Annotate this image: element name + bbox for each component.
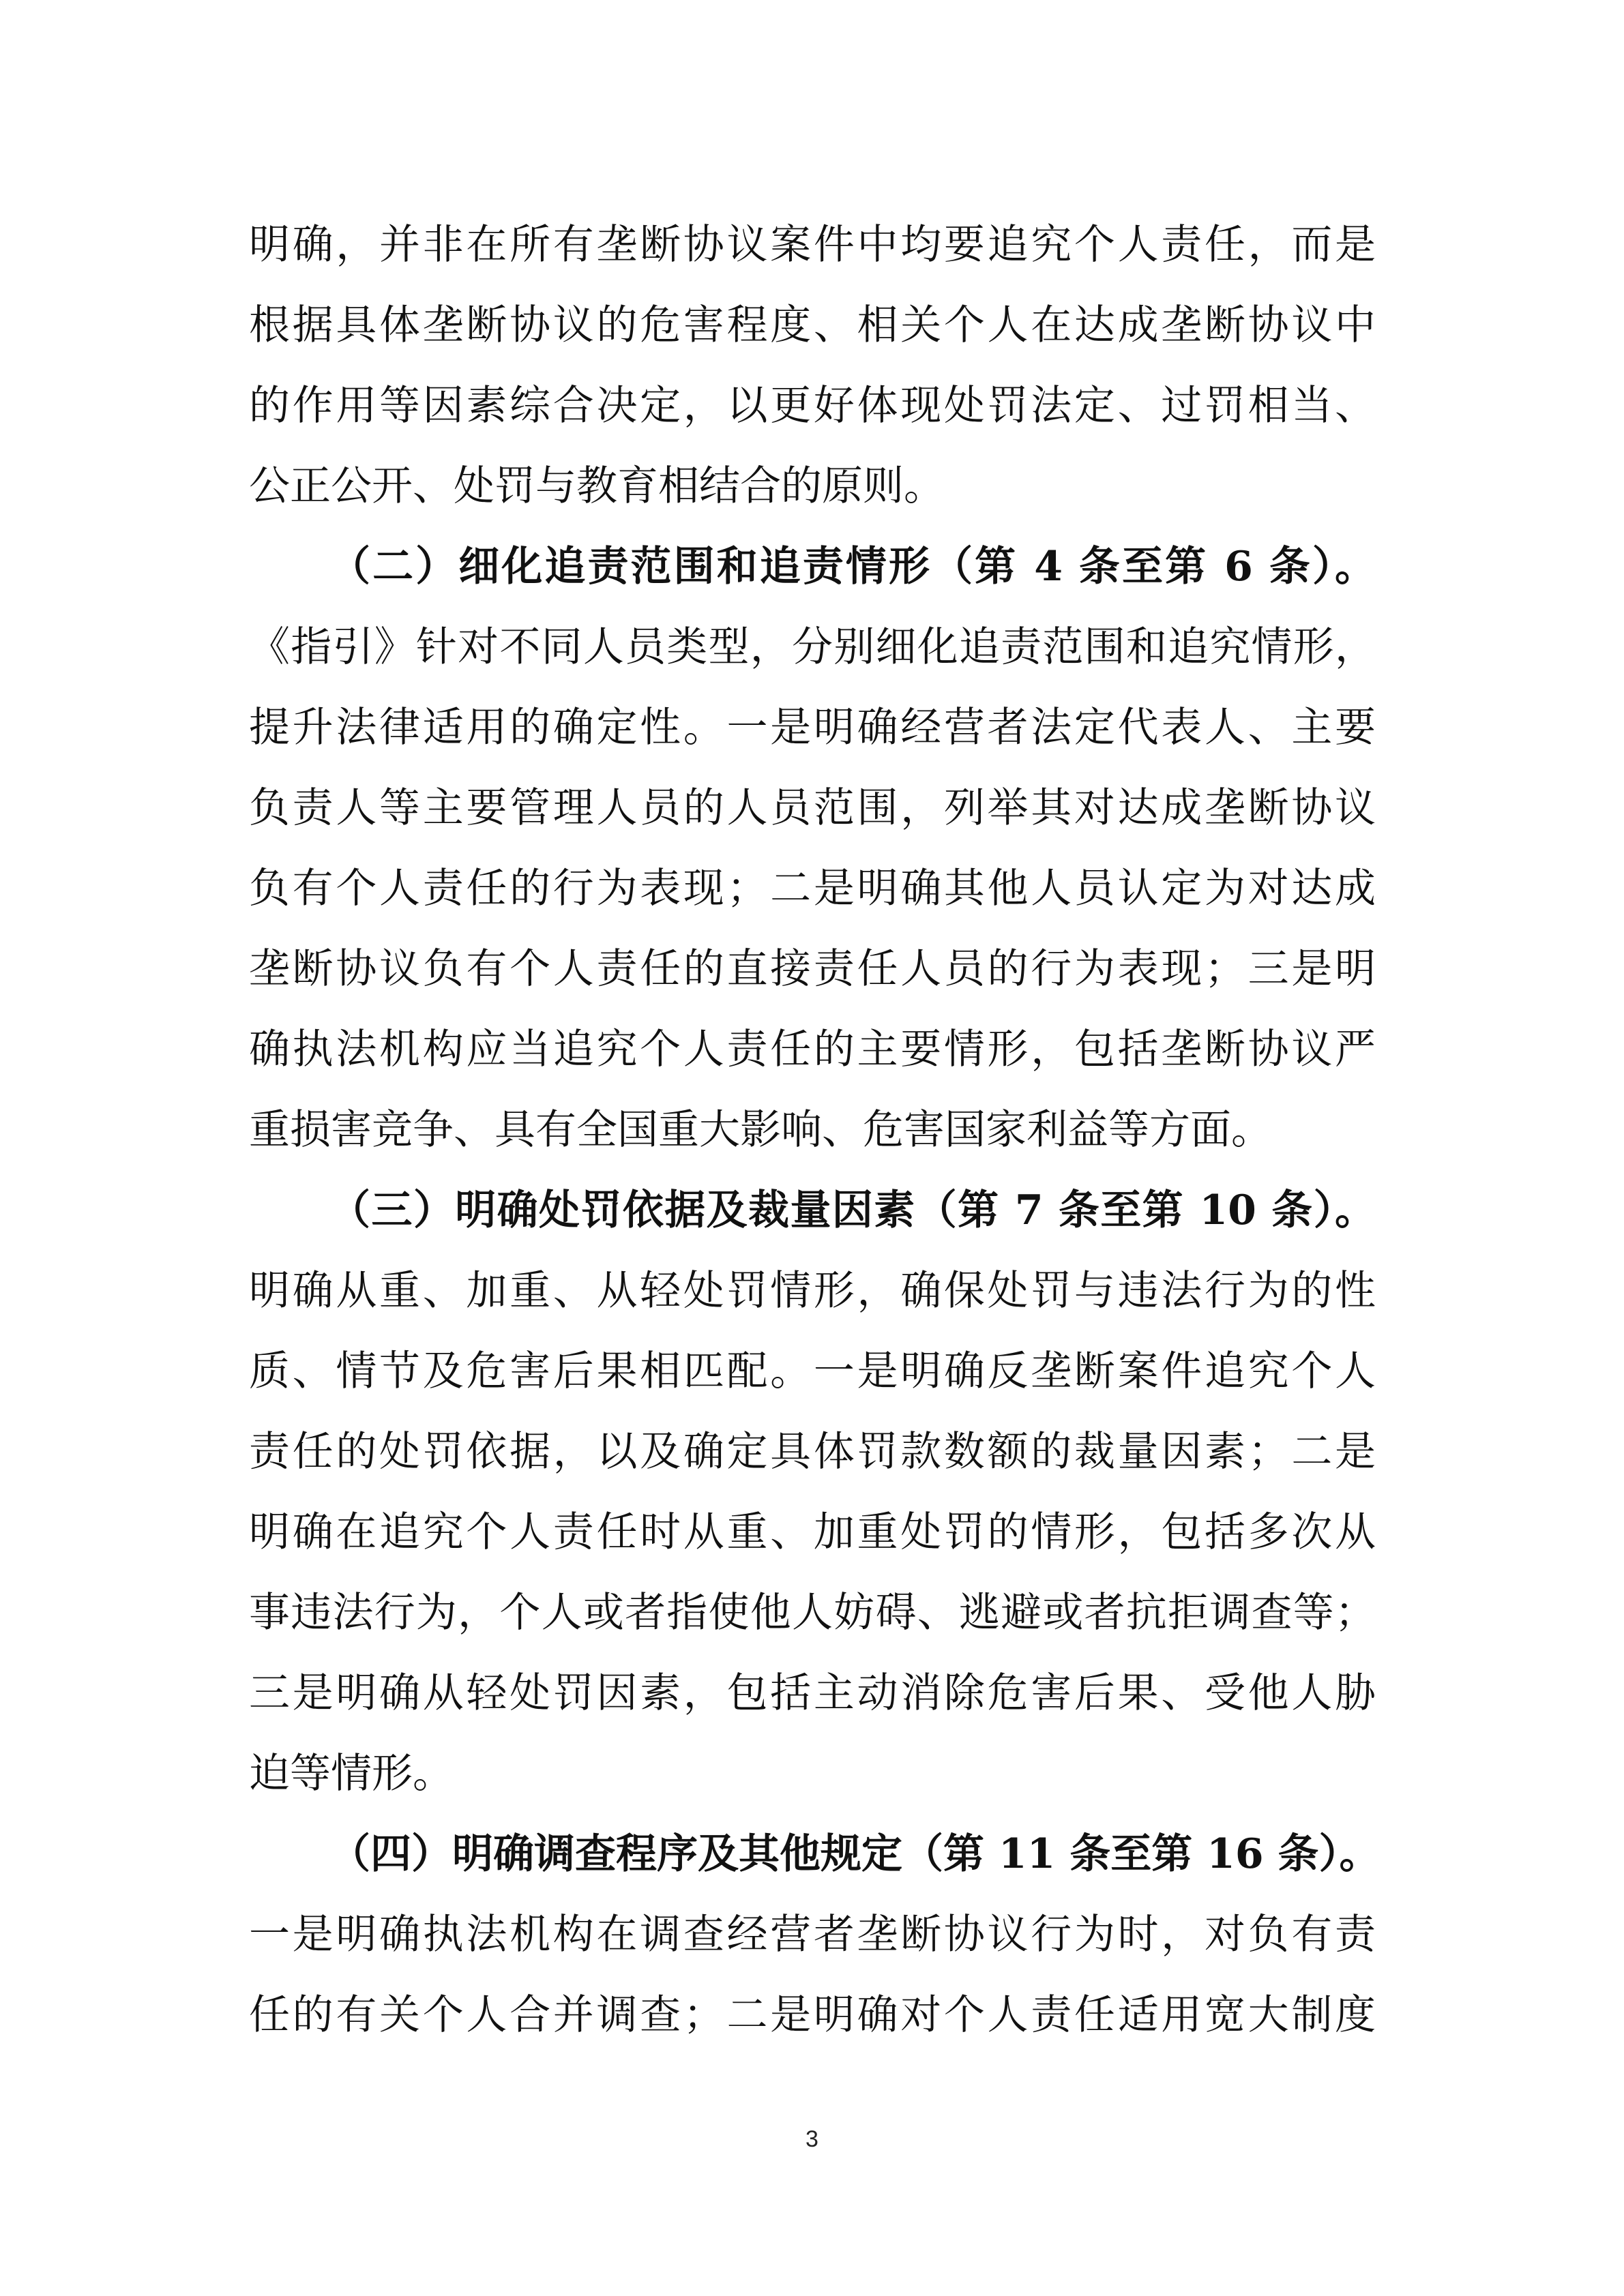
text-line: 提升法律适用的确定性。一是明确经营者法定代表人、主要 <box>249 704 1376 751</box>
text-line: 根据具体垄断协议的危害程度、相关个人在达成垄断协议中 <box>249 301 1376 349</box>
text-line: 明确，并非在所有垄断协议案件中均要追究个人责任，而是 <box>249 221 1376 269</box>
text-line: 三是明确从轻处罚因素，包括主动消除危害后果、受他人胁 <box>249 1669 1376 1717</box>
paragraph-continuation <box>249 205 1376 526</box>
text-line: 的作用等因素综合决定，以更好体现处罚法定、过罚相当、 <box>249 382 1376 430</box>
text-line: 任的有关个人合并调查；二是明确对个人责任适用宽大制度 <box>249 1991 1376 2039</box>
text-line: 负有个人责任的行为表现；二是明确其他人员认定为对达成 <box>249 865 1376 912</box>
text-line: 确执法机构应当追究个人责任的主要情形，包括垄断协议严 <box>249 1026 1376 1073</box>
text-line: 垄断协议负有个人责任的直接责任人员的行为表现；三是明 <box>249 945 1376 993</box>
text-line: 明确在追究个人责任时从重、加重处罚的情形，包括多次从 <box>249 1508 1376 1556</box>
text-line: 一是明确执法机构在调查经营者垄断协议行为时，对负有责 <box>249 1911 1376 1958</box>
text-line: 质、情节及危害后果相匹配。一是明确反垄断案件追究个人 <box>249 1347 1376 1395</box>
text-line: 明确从重、加重、从轻处罚情形，确保处罚与违法行为的性 <box>249 1267 1376 1315</box>
text-line: 责任的处罚依据，以及确定具体罚款数额的裁量因素；二是 <box>249 1428 1376 1476</box>
text-line: 负责人等主要管理人员的人员范围，列举其对达成垄断协议 <box>249 784 1376 832</box>
text-line: 公正公开、处罚与教育相结合的原则。 <box>249 462 945 510</box>
document-body <box>249 205 1381 2055</box>
page-number: 3 <box>806 2126 818 2152</box>
section-4 <box>249 1814 1381 2055</box>
section-3 <box>249 1170 1376 1814</box>
text-line: 事违法行为，个人或者指使他人妨碍、逃避或者抗拒调查等； <box>249 1589 1376 1637</box>
section-3-heading: （三）明确处罚依据及裁量因素（第 7 条至第 10 条）。 <box>329 1187 1376 1234</box>
text-line: 迫等情形。 <box>249 1750 454 1798</box>
text-line: 《指引》针对不同人员类型，分别细化追责范围和追究情形， <box>249 623 1376 671</box>
section-2 <box>249 526 1376 1170</box>
text-line: 重损害竞争、具有全国重大影响、危害国家利益等方面。 <box>249 1106 1272 1154</box>
section-2-heading: （二）细化追责范围和追责情形（第 4 条至第 6 条）。 <box>329 543 1376 591</box>
section-4-heading: （四）明确调查程序及其他规定（第 11 条至第 16 条）。 <box>329 1830 1381 1878</box>
